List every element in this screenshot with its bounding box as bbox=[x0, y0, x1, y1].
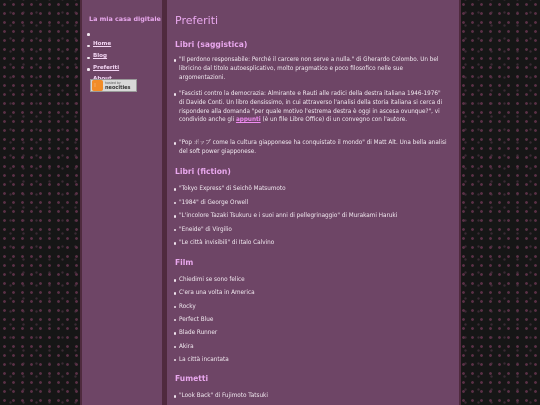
list-item: "Eneide" di Virgilio bbox=[179, 226, 447, 235]
page-title: Preferiti bbox=[175, 14, 219, 27]
nav-item-blog bbox=[82, 42, 162, 59]
sidebar bbox=[82, 0, 162, 405]
list-item: Blade Runner bbox=[179, 329, 447, 338]
badge-big-text: neocities bbox=[105, 84, 131, 91]
appunti-link[interactable]: appunti bbox=[235, 117, 261, 124]
list-item: Akira bbox=[179, 343, 447, 352]
nav-item-home bbox=[82, 30, 162, 47]
section-heading-fumetti: Fumetti bbox=[175, 374, 209, 383]
list-item: "Pop ポップ come la cultura giapponese ha conquistato il mondo" di Matt Alt. Una bella analisi del soft power giapponese. bbox=[179, 140, 447, 155]
nav-item-preferiti bbox=[82, 54, 162, 71]
list-item: Chiedimi se sono felice bbox=[179, 276, 447, 285]
main-content bbox=[167, 0, 459, 405]
nav-link-home[interactable]: Home bbox=[93, 41, 112, 47]
list-item: C'era una volta in America bbox=[179, 289, 447, 298]
list-item-text: (è un file Libre Office) di un convegno con l'autore. bbox=[260, 117, 408, 124]
neocities-badge[interactable] bbox=[90, 79, 137, 92]
list-item: La città incantata bbox=[179, 356, 447, 365]
list-item: "L'incolore Tazaki Tsukuru e i suoi anni di pellegrinaggio" di Murakami Haruki bbox=[179, 212, 447, 221]
list-item: "Il perdono responsabile: Perché il carcere non serve a nulla." di Gherardo Colombo. Un bel libricino dal titolo autoesplicativo, molto pragmatico e poco filosofico nelle sue argomentazioni. bbox=[179, 56, 447, 82]
sidebar-nav bbox=[82, 30, 162, 77]
list-item-text: "Fascisti contro la democrazia: Almirante e Rauti alle radici della destra italiana 1946-1976" di Davide Conti. Un libro densissimo, in cui attraverso l'analisi della storia italiana si cerca di rispondere alla domanda "per quale motivo l'estrema destra è oggi in ascesa ovunque?", vi condivido anche gli bbox=[179, 91, 443, 124]
nav-item-about bbox=[82, 65, 162, 77]
section-heading-film: Film bbox=[175, 258, 194, 267]
list-item bbox=[179, 90, 447, 125]
badge-text bbox=[105, 81, 131, 91]
section-heading-saggistica: Libri (saggistica) bbox=[175, 40, 248, 49]
nav-link-preferiti[interactable]: Preferiti bbox=[93, 64, 120, 71]
list-item: "Tokyo Express" di Seichō Matsumoto bbox=[179, 185, 447, 194]
list-item: Rocky bbox=[179, 303, 447, 312]
section-heading-fiction: Libri (fiction) bbox=[175, 167, 231, 176]
site-title: La mia casa digitale bbox=[89, 15, 161, 23]
list-item: "Look Back" di Fujimoto Tatsuki bbox=[179, 392, 447, 401]
list-item: "1984" di George Orwell bbox=[179, 199, 447, 208]
cat-icon bbox=[92, 80, 103, 91]
list-item: "Le città invisibili" di Italo Calvino bbox=[179, 239, 447, 248]
badge-small-text: hosted by bbox=[105, 80, 121, 85]
nav-link-blog[interactable]: Blog bbox=[93, 52, 108, 59]
list-item: Perfect Blue bbox=[179, 316, 447, 325]
